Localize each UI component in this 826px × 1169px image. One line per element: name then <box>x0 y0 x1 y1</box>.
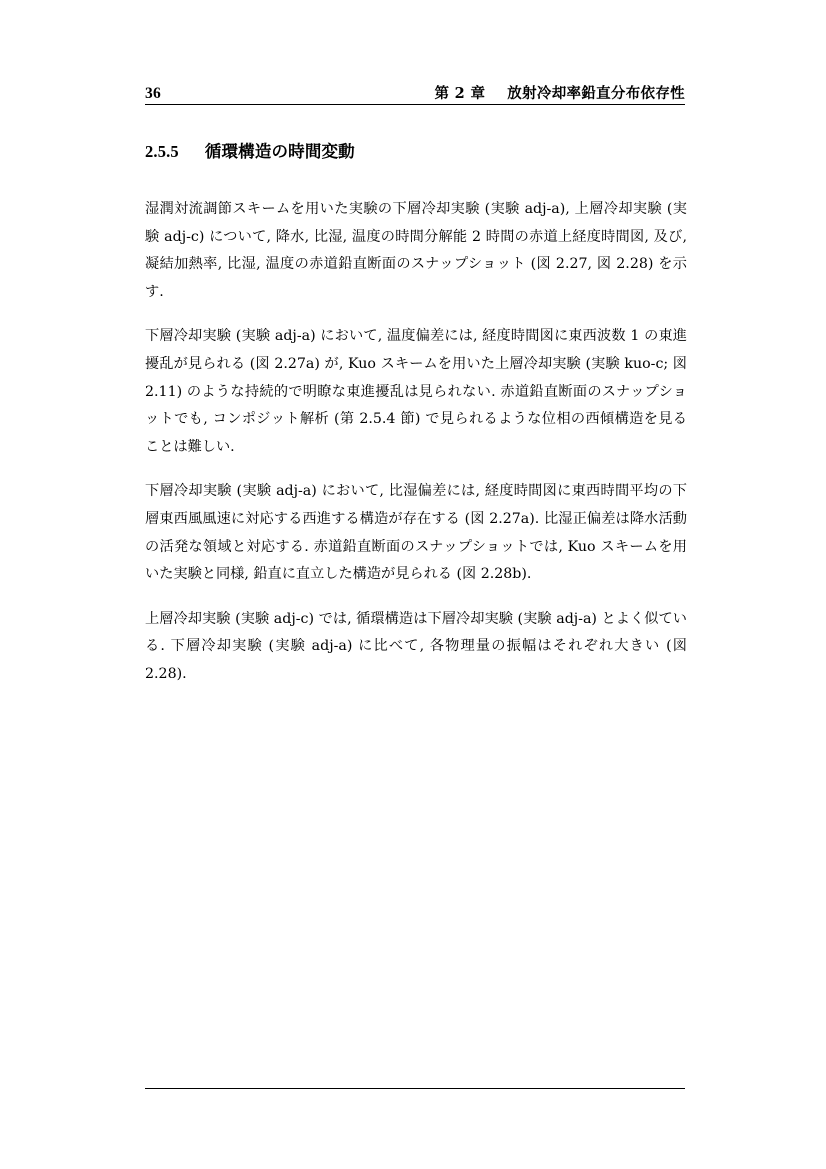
footer-rule <box>145 1088 685 1089</box>
header-rule <box>145 104 685 105</box>
chapter-title: 放射冷却率鉛直分布依存性 <box>507 85 685 102</box>
running-head <box>145 82 685 103</box>
chapter-heading <box>435 82 685 103</box>
chapter-label: 第 2 章 <box>434 85 486 102</box>
paragraph: 下層冷却実験 (実験 adj-a) において, 温度偏差には, 経度時間図に東西波数 1 の東進擾乱が見られる (図 2.27a) が, Kuo スキームを用いた上層冷却実験 (実験 kuo-c; 図 2.11) のような持続的で明瞭な東進擾乱は見られない. 赤道鉛直断面のスナップショットでも, コンポジット解析 (第 2.5.4 節) で見られるような位相の西傾構造を見ることは難しい. <box>145 328 687 455</box>
paragraph: 下層冷却実験 (実験 adj-a) において, 比湿偏差には, 経度時間図に東西時間平均の下層東西風風速に対応する西進する構造が存在する (図 2.27a). 比湿正偏差は降水活動の活発な領域と対応する. 赤道鉛直断面のスナップショットでは, Kuo スキームを用いた実験と同様, 鉛直に直立した構造が見られる (図 2.28b). <box>145 483 687 583</box>
page-number: 36 <box>145 85 162 102</box>
paragraph: 湿潤対流調節スキームを用いた実験の下層冷却実験 (実験 adj-a), 上層冷却実験 (実験 adj-c) について, 降水, 比湿, 温度の時間分解能 2 時間の赤道上経度時間図, 及び, 凝結加熱率, 比湿, 温度の赤道鉛直断面のスナップショット (図 2.27, 図 2.28) を示す. <box>145 201 687 300</box>
section-heading <box>145 138 685 162</box>
section-title: 循環構造の時間変動 <box>204 142 355 161</box>
paragraph: 上層冷却実験 (実験 adj-c) では, 循環構造は下層冷却実験 (実験 adj-a) とよく似ている. 下層冷却実験 (実験 adj-a) に比べて, 各物理量の振幅はそれぞれ大きい (図 2.28). <box>145 610 687 682</box>
section-number: 2.5.5 <box>145 142 179 161</box>
body-text <box>145 196 687 689</box>
